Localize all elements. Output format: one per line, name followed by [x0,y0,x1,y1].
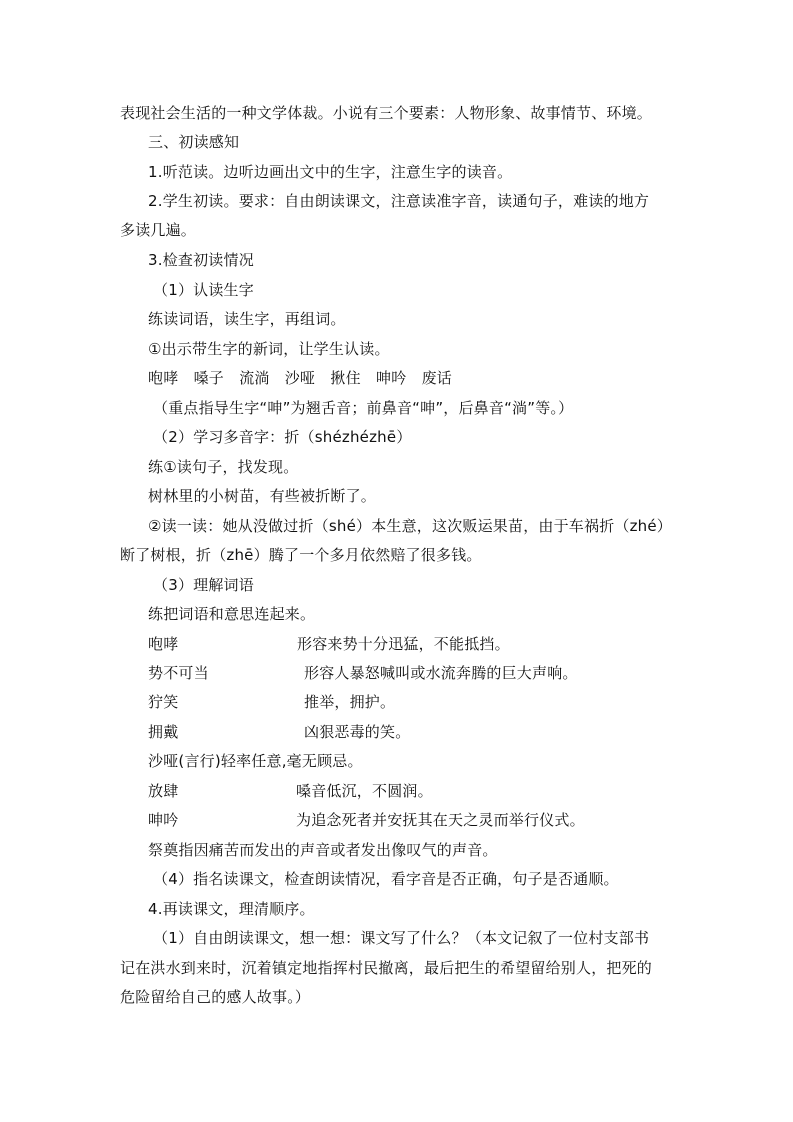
sub-2-title: （2）学习多音字：折（shézhézhē） [153,428,412,446]
match-meaning: 形容来势十分迅猛，不能抵挡。 [297,635,510,653]
step-2-line-2: 多读几遍。 [120,221,197,239]
match-word: 呻吟 [148,811,179,829]
match-word: 咆哮 [148,635,179,653]
match-word: 拥戴 [148,723,179,741]
match-meaning: 为追念死者并安抚其在天之灵而举行仪式。 [296,811,585,829]
sub-4: （4）指名读课文，检查朗读情况，看字音是否正确，句子是否通顺。 [153,870,619,888]
match-tail-row: 祭奠指因痛苦而发出的声音或者发出像叹气的声音。 [148,841,498,859]
step-4-paragraph-line-2: 记在洪水到来时，沉着镇定地指挥村民撤离，最后把生的希望留给别人，把死的 [120,959,653,977]
step-3: 3.检查初读情况 [148,251,254,269]
sub-1-note: （重点指导生字“呻”为翘舌音；前鼻音“呻”，后鼻音“淌”等。） [153,399,574,417]
match-meaning: 推举，拥护。 [304,693,396,711]
match-word: 放肆 [148,782,179,800]
step-4: 4.再读课文，理清顺序。 [148,900,315,918]
step-4-paragraph-line-1: （1）自由朗读课文，想一想：课文写了什么？（本文记叙了一位村支部书 [153,929,650,947]
sub-2-paragraph-3-line-1: ②读一读：她从没做过折（shé）本生意，这次贩运果苗，由于车祸折（zhé） [148,517,673,535]
sub-3-title: （3）理解词语 [153,576,254,594]
sub-2-paragraph-1: 练①读句子，找发现。 [148,458,299,476]
step-1: 1.听范读。边听边画出文中的生字，注意生字的读音。 [148,163,513,181]
section-title: 三、初读感知 [148,133,240,151]
sub-1-word-list: 咆哮 嗓子 流淌 沙哑 揪住 呻吟 废话 [148,369,453,387]
step-2-line-1: 2.学生初读。要求：自由朗读课文，注意读准字音，读通句子，难读的地方 [148,192,650,210]
match-meaning: 形容人暴怒喊叫或水流奔腾的巨大声响。 [304,664,578,682]
intro-paragraph: 表现社会生活的一种文学体裁。小说有三个要素：人物形象、故事情节、环境。 [120,104,653,122]
sub-1-paragraph-1: 练读词语，读生字，再组词。 [148,310,346,328]
sub-2-paragraph-3-line-2: 断了树根，折（zhē）腾了一个多月依然赔了很多钱。 [120,546,482,564]
match-meaning: 嗓音低沉，不圆润。 [296,782,433,800]
sub-2-paragraph-2: 树林里的小树苗，有些被折断了。 [148,487,377,505]
match-word: 势不可当 [148,664,209,682]
step-4-paragraph-line-3: 危险留给自己的感人故事。） [120,988,311,1006]
match-word: 狞笑 [148,693,179,711]
match-meaning: 凶狠恶毒的笑。 [304,723,411,741]
sub-1-paragraph-2: ①出示带生字的新词，让学生认读。 [148,340,390,358]
match-inline-row: 沙哑(言行)轻率任意,毫无顾忌。 [148,752,363,770]
sub-3-paragraph-1: 练把词语和意思连起来。 [148,605,316,623]
sub-1-title: （1）认读生字 [153,281,254,299]
